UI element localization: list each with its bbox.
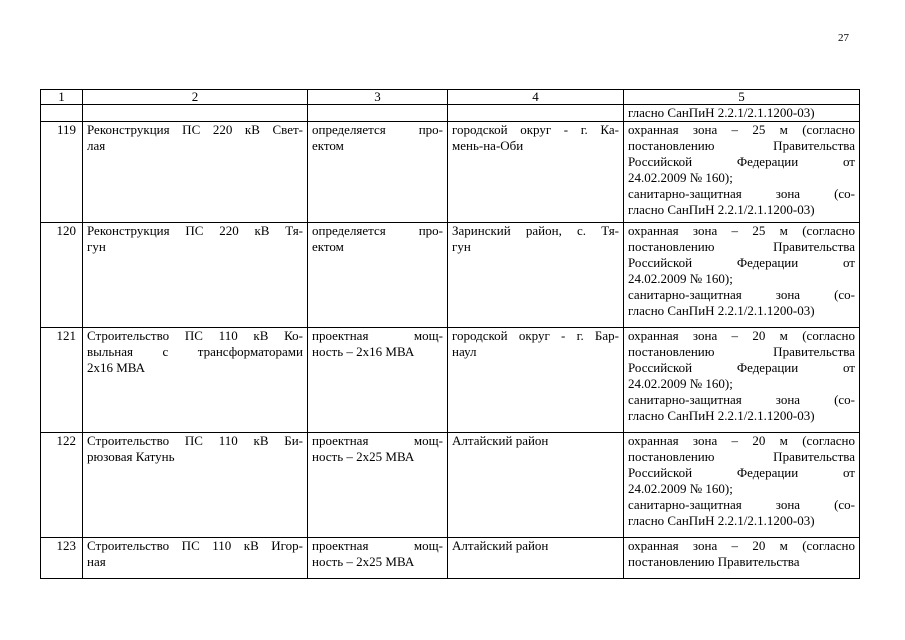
continuation-empty-cell (83, 105, 308, 122)
zone-description (624, 122, 860, 223)
zone-description-line: постановлению Правительства (628, 138, 855, 153)
continuation-empty-cell (308, 105, 448, 122)
object-name-line: гун (87, 239, 106, 254)
location-line: городской округ - г. Бар- (452, 328, 619, 343)
zone-description-line: охранная зона – 25 м (согласно (628, 223, 855, 238)
location-line: Алтайский район (452, 433, 549, 448)
zone-description-line: санитарно-защитная зона (со- (628, 497, 855, 512)
table-row (41, 328, 860, 433)
capacity (308, 433, 448, 538)
capacity-line: ность – 2х25 МВА (312, 449, 415, 464)
zone-description-line: 24.02.2009 № 160); (628, 376, 733, 391)
zone-description (624, 433, 860, 538)
zone-description-line: Российской Федерации от (628, 360, 855, 375)
object-name (83, 433, 308, 538)
zone-description-line: Российской Федерации от (628, 465, 855, 480)
row-number: 123 (41, 538, 83, 579)
zone-description-line: санитарно-защитная зона (со- (628, 186, 855, 201)
location (448, 538, 624, 579)
object-name-line: Строительство ПС 110 кВ Би- (87, 433, 303, 448)
zone-description (624, 328, 860, 433)
object-name (83, 538, 308, 579)
location-line: мень-на-Оби (452, 138, 524, 153)
zone-description-line: постановлению Правительства (628, 554, 800, 569)
continuation-row (41, 105, 860, 122)
zone-description-line: охранная зона – 20 м (согласно (628, 433, 855, 448)
header-cell-2: 2 (83, 90, 308, 105)
zone-description-line: постановлению Правительства (628, 449, 855, 464)
location (448, 328, 624, 433)
location (448, 433, 624, 538)
header-cell-5: 5 (624, 90, 860, 105)
zone-description-line: постановлению Правительства (628, 344, 855, 359)
location-line: Заринский район, с. Тя- (452, 223, 619, 238)
object-name-line: Строительство ПС 110 кВ Ко- (87, 328, 303, 343)
object-name-line: выльная с трансформаторами (87, 344, 303, 359)
capacity-line: проектная мощ- (312, 328, 443, 343)
row-number: 122 (41, 433, 83, 538)
zone-description-line: гласно СанПиН 2.2.1/2.1.1200-03) (628, 303, 815, 318)
location-line: наул (452, 344, 477, 359)
zone-description (624, 538, 860, 579)
capacity-line: проектная мощ- (312, 538, 443, 553)
zone-description-line: гласно СанПиН 2.2.1/2.1.1200-03) (628, 408, 815, 423)
capacity-line: ектом (312, 239, 344, 254)
zone-description-line: санитарно-защитная зона (со- (628, 287, 855, 302)
header-cell-4: 4 (448, 90, 624, 105)
zone-description-line: санитарно-защитная зона (со- (628, 392, 855, 407)
zone-description-line: охранная зона – 20 м (согласно (628, 328, 855, 343)
zone-description-line: гласно СанПиН 2.2.1/2.1.1200-03) (628, 513, 815, 528)
row-number: 121 (41, 328, 83, 433)
capacity (308, 538, 448, 579)
capacity-line: ность – 2х25 МВА (312, 554, 415, 569)
capacity-line: ектом (312, 138, 344, 153)
header-cell-1: 1 (41, 90, 83, 105)
object-name (83, 328, 308, 433)
table-row (41, 538, 860, 579)
row-number: 119 (41, 122, 83, 223)
object-name-line: Строительство ПС 110 кВ Игор- (87, 538, 303, 553)
object-name-line: рюзовая Катунь (87, 449, 175, 464)
zone-description-line: Российской Федерации от (628, 255, 855, 270)
zone-description-line: 24.02.2009 № 160); (628, 170, 733, 185)
capacity (308, 328, 448, 433)
zone-description-line: 24.02.2009 № 160); (628, 481, 733, 496)
continuation-text: гласно СанПиН 2.2.1/2.1.1200-03) (624, 105, 860, 122)
table-header-row (41, 90, 860, 105)
object-name (83, 122, 308, 223)
table-row (41, 433, 860, 538)
object-name-line: ная (87, 554, 106, 569)
object-name-line: Реконструкция ПС 220 кВ Свет- (87, 122, 303, 137)
location-line: гун (452, 239, 471, 254)
capacity-line: ность – 2х16 МВА (312, 344, 415, 359)
document-table (40, 89, 860, 579)
object-name (83, 223, 308, 328)
location-line: городской округ - г. Ка- (452, 122, 619, 137)
capacity (308, 223, 448, 328)
zone-description-line: охранная зона – 25 м (согласно (628, 122, 855, 137)
object-name-line: 2х16 МВА (87, 360, 146, 375)
zone-description (624, 223, 860, 328)
zone-description-line: гласно СанПиН 2.2.1/2.1.1200-03) (628, 202, 815, 217)
object-name-line: Реконструкция ПС 220 кВ Тя- (87, 223, 303, 238)
capacity-line: проектная мощ- (312, 433, 443, 448)
continuation-empty-cell (41, 105, 83, 122)
object-name-line: лая (87, 138, 106, 153)
capacity (308, 122, 448, 223)
zone-description-line: Российской Федерации от (628, 154, 855, 169)
row-number: 120 (41, 223, 83, 328)
page-number: 27 (838, 32, 849, 44)
zone-description-line: охранная зона – 20 м (согласно (628, 538, 855, 553)
capacity-line: определяется про- (312, 223, 443, 238)
continuation-empty-cell (448, 105, 624, 122)
table-row (41, 223, 860, 328)
zone-description-line: постановлению Правительства (628, 239, 855, 254)
location-line: Алтайский район (452, 538, 549, 553)
header-cell-3: 3 (308, 90, 448, 105)
table-row (41, 122, 860, 223)
location (448, 223, 624, 328)
location (448, 122, 624, 223)
zone-description-line: 24.02.2009 № 160); (628, 271, 733, 286)
capacity-line: определяется про- (312, 122, 443, 137)
